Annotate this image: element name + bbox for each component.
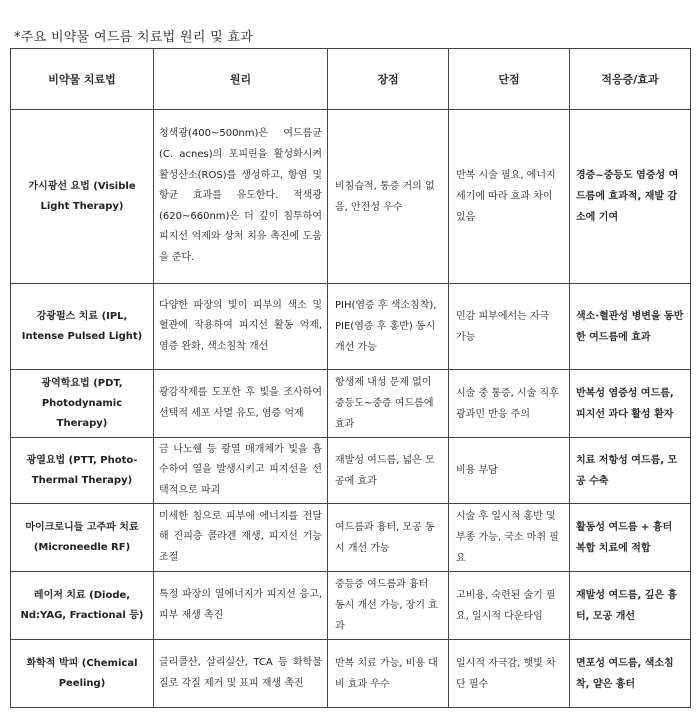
indication-cell: 활동성 여드름 + 흉터 복합 치료에 적합 xyxy=(570,504,691,572)
treatment-table xyxy=(10,48,691,708)
indication-cell: 경증~중등도 염증성 여드름에 효과적, 재발 감소에 기여 xyxy=(570,110,691,284)
table-row xyxy=(11,438,691,504)
page-title: *주요 비약물 여드름 치료법 원리 및 효과 xyxy=(14,30,254,45)
method-cell: 레이저 치료 (Diode, Nd:YAG, Fractional 등) xyxy=(11,572,154,640)
cons-cell: 반복 시술 필요, 에너지 세기에 따라 효과 차이 있음 xyxy=(449,110,570,284)
indication-cell: 면포성 여드름, 색소침착, 얕은 흉터 xyxy=(570,640,691,708)
pros-cell: 중등증 여드름과 흉터 동시 개선 가능, 장기 효과 xyxy=(328,572,449,640)
header-indication: 적응증/효과 xyxy=(570,49,691,110)
principle-cell: 다양한 파장의 빛이 피부의 색소 및 혈관에 작용하여 피지선 활동 억제, 염증 완화, 색소침착 개선 xyxy=(154,284,328,370)
table-row xyxy=(11,640,691,708)
table-row xyxy=(11,284,691,370)
method-cell: 화학적 박피 (Chemical Peeling) xyxy=(11,640,154,708)
pros-cell: 항생제 내성 문제 없이 중등도~중증 여드름에 효과 xyxy=(328,370,449,438)
method-cell: 마이크로니들 고주파 치료 (Microneedle RF) xyxy=(11,504,154,572)
pros-cell: 여드름과 흉터, 모공 동시 개선 가능 xyxy=(328,504,449,572)
principle-cell: 청색광(400~500nm)은 여드름균(C. acnes)의 포피린을 활성화시켜 활성산소(ROS)를 생성하고, 항염 및 항균 효과를 유도한다. 적색광(620~660nm)은 더 깊이 침투하여 피지선 억제와 상처 치유 촉진에 도움을 준다. xyxy=(154,110,328,284)
pros-cell: 비침습적, 통증 거의 없음, 안전성 우수 xyxy=(328,110,449,284)
pros-cell: 반복 치료 가능, 비용 대비 효과 우수 xyxy=(328,640,449,708)
cons-cell: 시술 후 일시적 홍반 및 부종 가능, 국소 마취 필요 xyxy=(449,504,570,572)
table-row xyxy=(11,370,691,438)
header-method: 비약물 치료법 xyxy=(11,49,154,110)
method-cell: 광열요법 (PTT, Photo-Thermal Therapy) xyxy=(11,438,154,504)
indication-cell: 반복성 염증성 여드름, 피지선 과다 활성 환자 xyxy=(570,370,691,438)
indication-cell: 재발성 여드름, 깊은 흉터, 모공 개선 xyxy=(570,572,691,640)
cons-cell: 고비용, 숙련된 술기 필요, 일시적 다운타임 xyxy=(449,572,570,640)
cons-cell: 일시적 자극감, 햇빛 차단 필수 xyxy=(449,640,570,708)
indication-cell: 색소·혈관성 병변을 동반한 여드름에 효과 xyxy=(570,284,691,370)
principle-cell: 광감작제를 도포한 후 빛을 조사하여 선택적 세포 사멸 유도, 염증 억제 xyxy=(154,370,328,438)
header-cons: 단점 xyxy=(449,49,570,110)
indication-cell: 치료 저항성 여드름, 모공 수축 xyxy=(570,438,691,504)
cons-cell: 민감 피부에서는 자극 가능 xyxy=(449,284,570,370)
method-cell: 광역학요법 (PDT, Photodynamic Therapy) xyxy=(11,370,154,438)
method-cell: 강광펄스 치료 (IPL, Intense Pulsed Light) xyxy=(11,284,154,370)
table-row xyxy=(11,572,691,640)
cons-cell: 비용 부담 xyxy=(449,438,570,504)
principle-cell: 특정 파장의 열에너지가 피지선 응고, 피부 재생 촉진 xyxy=(154,572,328,640)
principle-cell: 금 나노쉘 등 광열 매개체가 빛을 흡수하여 열을 발생시키고 피지선을 선택적으로 파괴 xyxy=(154,438,328,504)
pros-cell: PIH(염증 후 색소침착), PIE(염증 후 홍반) 동시 개선 가능 xyxy=(328,284,449,370)
table-row xyxy=(11,110,691,284)
principle-cell: 글리콜산, 살리실산, TCA 등 화학물질로 각질 제거 및 표피 재생 촉진 xyxy=(154,640,328,708)
principle-cell: 미세한 침으로 피부에 에너지를 전달해 진피층 콜라겐 재생, 피지선 기능 조절 xyxy=(154,504,328,572)
table-header-row xyxy=(11,49,691,110)
table-row xyxy=(11,504,691,572)
header-principle: 원리 xyxy=(154,49,328,110)
cons-cell: 시술 중 통증, 시술 직후 광과민 반응 주의 xyxy=(449,370,570,438)
pros-cell: 재발성 여드름, 넓은 모공에 효과 xyxy=(328,438,449,504)
header-pros: 장점 xyxy=(328,49,449,110)
method-cell: 가시광선 요법 (Visible Light Therapy) xyxy=(11,110,154,284)
